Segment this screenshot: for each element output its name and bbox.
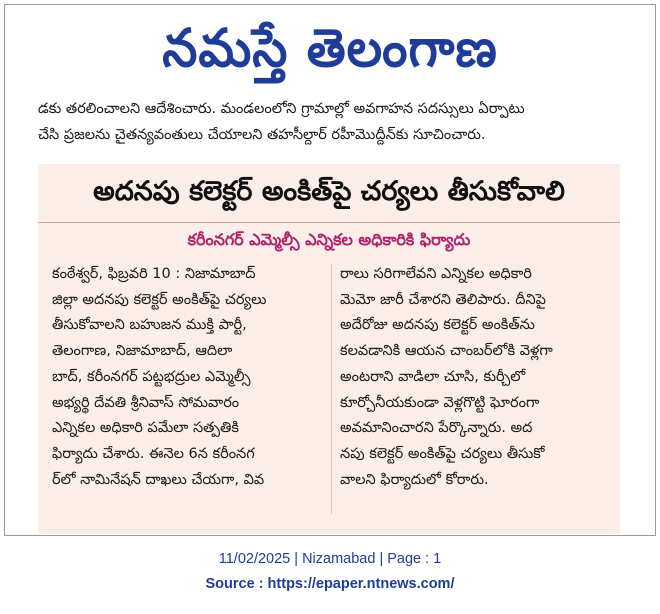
lead-line: చేసి ప్రజలను చైతన్యవంతులు చేయాలని తహసీల్దార్ రహీమొద్దీన్‌కు సూచించారు.: [38, 127, 486, 143]
column-line: కలవడానికి ఆయన చాంబర్‌లోకి వెళ్లగా: [340, 343, 553, 360]
column-line: అభ్యర్థి దేవతి శ్రీనివాస్ సోమవారం: [52, 394, 240, 411]
article-subheadline: కరీంనగర్ ఎమ్మెల్సీ ఎన్నికల అధికారికి ఫిర్యాదు: [187, 230, 471, 249]
column-line: ర్‌లో నామినేషన్ దాఖలు చేయగా, వివ: [52, 471, 265, 488]
column-line: తీసుకోవాలని బహుజన ముక్తి పార్టీ,: [52, 317, 247, 334]
column-line: కంఠేశ్వర్, ఫిబ్రవరి 10 : నిజామాబాద్: [52, 266, 256, 282]
column-divider: [331, 264, 332, 514]
column-line: అవమానించారని పేర్కొన్నారు. అద: [340, 420, 533, 437]
article-headline: అదనపు కలెక్టర్ అంకిత్‌పై చర్యలు తీసుకోవాలి: [93, 176, 565, 207]
clipping-date-edition-page: 11/02/2025 | Nizamabad | Page : 1: [218, 551, 442, 567]
lead-line: డకు తరలించాలని ఆదేశించారు. మండలంలోని గ్రామాల్లో అవగాహన సదస్సులు ఏర్పాటు: [38, 101, 525, 117]
clipping-source: Source : https://epaper.ntnews.com/: [205, 576, 455, 592]
column-line: నపు కలెక్టర్ అంకిత్‌పై చర్యలు తీసుకో: [340, 445, 545, 462]
column-line: తెలంగాణ, నిజామాబాద్, ఆదిలా: [52, 343, 233, 360]
column-line: కూర్చోనీయకుండా వెళ్లగొట్టి ఘోరంగా: [340, 394, 540, 411]
masthead-title: నమస్తే తెలంగాణ: [162, 17, 498, 79]
newspaper-masthead: [0, 8, 660, 88]
subheadline-rule: [38, 222, 620, 223]
column-line: బాద్, కరీంనగర్ పట్టభద్రుల ఎమ్మెల్సీ: [52, 368, 251, 385]
column-line: వాలని ఫిర్యాదులో కోరారు.: [340, 471, 489, 488]
column-line: జిల్లా అదనపు కలెక్టర్ అంకిత్‌పై చర్యలు: [52, 291, 267, 308]
column-line: రాలు సరిగాలేవని ఎన్నికల అధికారి: [340, 266, 532, 282]
article-column-right: [340, 262, 610, 493]
column-line: మెమో జారీ చేశారని తెలిపారు. దీనిపై: [340, 291, 546, 308]
article-column-left: [52, 262, 322, 493]
column-line: అదేరోజు అదనపు కలెక్టర్ అంకిత్‌ను: [340, 317, 535, 334]
column-line: ఎన్నికల అధికారి పమేలా సత్పతికి: [52, 420, 239, 437]
column-line: అంటరాని వాడిలా చూసి, కుర్చీలో: [340, 368, 526, 385]
news-article: [38, 164, 620, 534]
column-line: ఫిర్యాదు చేశారు. ఈనెల 6న కరీంనగ: [52, 445, 255, 462]
previous-article-text: [38, 96, 624, 148]
